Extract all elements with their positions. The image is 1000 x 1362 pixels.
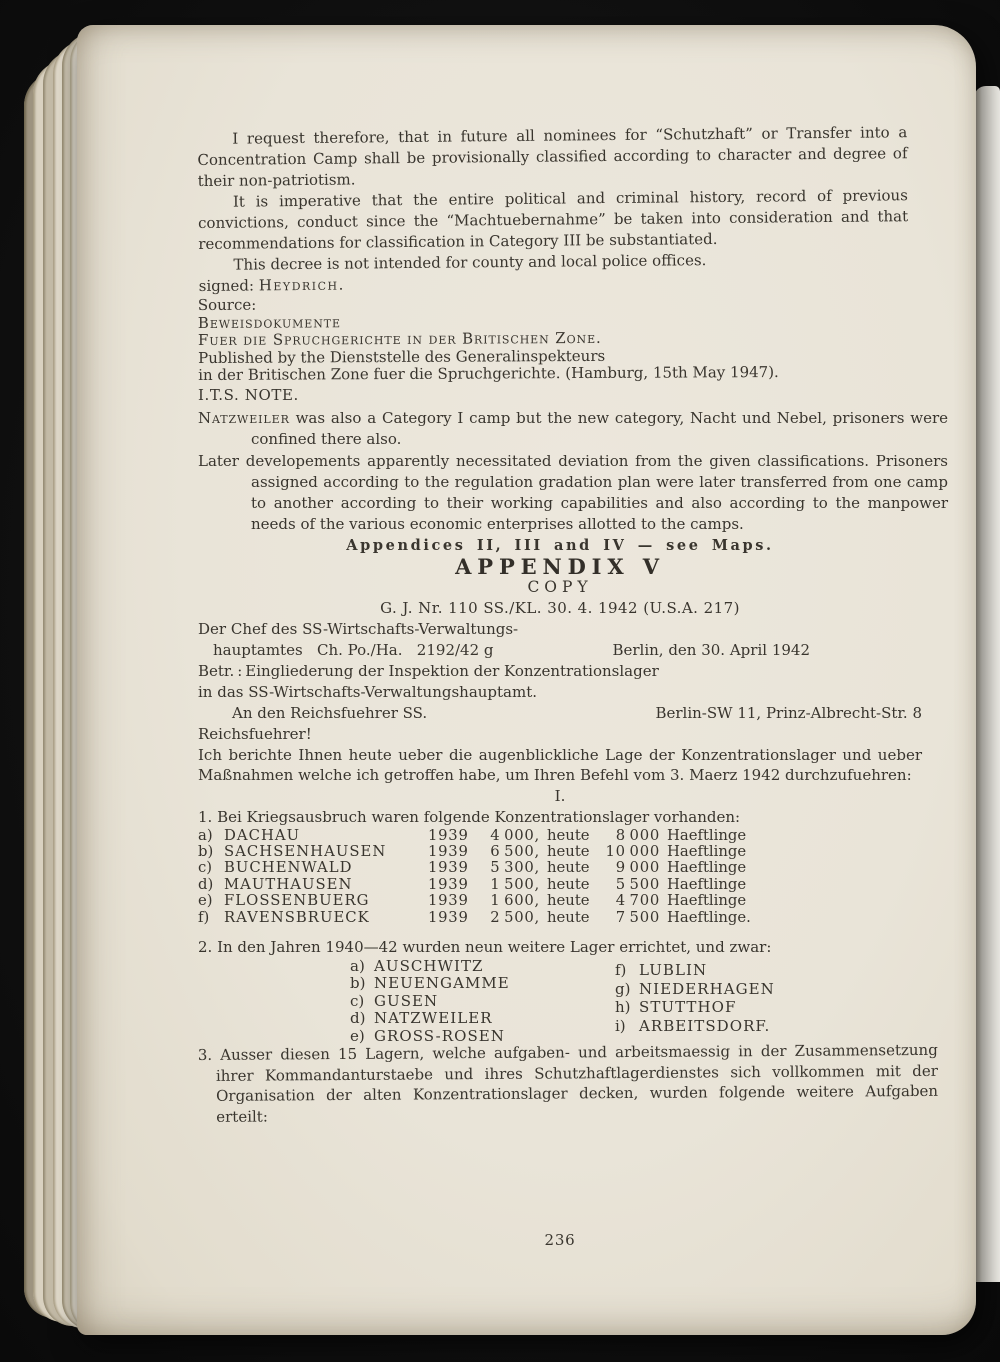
page-number: 236	[544, 1231, 576, 1249]
camp-count-1939: 4 000,	[490, 826, 540, 844]
its-note-paragraph-2: Later developements apparently necessitated deviation from the given classifications. Prisoners assigned according to the regulation gradation plan were later transferred from one camp to another according to their working capabilities and also according to the manpower needs of the various economic enterprises allotted to the camps.	[198, 451, 948, 533]
appendix-v-title: APPENDIX V	[455, 553, 665, 579]
list-item	[615, 1017, 775, 1036]
unit-label: Haeftlinge.	[667, 908, 751, 926]
new-camps-lists	[198, 958, 922, 1045]
item-3-paragraph: 3. Ausser diesen 15 Lagern, welche aufgaben- und arbeitsmaessig in der Zusammensetzung ihrer Kommandanturstaebe und ihres Schutzhaftlagerdienstes sich vollkommen mit der Organisation der alten Konzentrationslager decken, wurden folgende weitere Aufgaben erteilt:	[197, 1040, 939, 1126]
camp-name: GUSEN	[374, 991, 439, 1010]
item-key: f)	[615, 960, 627, 979]
source-line-1: Beweisdokumente	[197, 312, 341, 332]
source-line-4: in der Britischen Zone fuer die Spruchgerichte. (Hamburg, 15th May 1947).	[198, 362, 779, 384]
camp-name: AUSCHWITZ	[374, 956, 484, 975]
unit-label: Haeftlinge	[667, 892, 747, 910]
source-line-2: Fuer die Spruchgerichte in der Britischen Zone.	[197, 328, 602, 349]
betreff-line-1: Betr. : Eingliederung der Inspektion der Konzentrationslager	[198, 661, 659, 680]
camp-year: 1939	[428, 892, 469, 910]
heute-label: heute	[547, 875, 590, 893]
item-key: h)	[615, 998, 631, 1017]
intro-paragraph-3: This decree is not intended for county and local police offices.	[233, 251, 707, 274]
list-item	[350, 1010, 615, 1027]
source-block	[198, 293, 922, 384]
camp-count-now: 9 000	[615, 859, 660, 877]
item-key: a)	[350, 956, 365, 975]
new-camps-left-column	[350, 958, 615, 1045]
book-page	[77, 25, 976, 1335]
list-item	[350, 975, 615, 992]
item-1-intro: 1. Bei Kriegsausbruch waren folgende Konzentrationslager vorhanden:	[198, 807, 741, 826]
item-key: g)	[615, 979, 631, 998]
item-key: c)	[350, 991, 365, 1010]
camp-name: STUTTHOF	[639, 998, 737, 1017]
decree-intro-section	[197, 122, 923, 297]
table-row	[198, 828, 922, 844]
betreff-line-2: in das SS-Wirtschafts-Verwaltungshauptamt.	[198, 682, 538, 701]
section-numeral: I.	[554, 786, 566, 805]
list-item	[615, 980, 775, 999]
camp-name: LUBLIN	[639, 960, 708, 979]
camp-name: RAVENSBRUECK	[224, 908, 370, 926]
appendices-maps-heading: Appendices II, III and IV — see Maps.	[346, 536, 774, 554]
source-line-3: Published by the Dienststelle des Generalinspekteurs	[198, 346, 606, 367]
camp-name: NIEDERHAGEN	[639, 979, 775, 998]
recipient-row	[198, 703, 922, 724]
intro-paragraph-1: I request therefore, that in future all nominees for “Schutzhaft” or Transfer into a Concentration Camp shall be provisionally classified according to character and degree of their non-patriotism.	[197, 123, 908, 191]
heute-label: heute	[547, 826, 590, 844]
intro-paragraph-2: It is imperative that the entire political and criminal history, record of previous convictions, conduct since the “Machtuebernahme” be taken into consideration and that recommendations for classification in Category III be substantiated.	[198, 186, 909, 253]
row-key: a)	[198, 826, 213, 844]
table-row	[198, 860, 922, 876]
recipient: An den Reichsfuehrer SS.	[232, 703, 428, 722]
camp-count-1939: 2 500,	[490, 908, 540, 926]
its-note-1-text: was also a Category I camp but the new category, Nacht und Nebel, prisoners were confined there also.	[251, 408, 948, 448]
camp-count-now: 8 000	[615, 826, 660, 844]
unit-label: Haeftlinge	[667, 875, 747, 893]
unit-label: Haeftlinge	[667, 859, 747, 877]
signed-name: Heydrich.	[258, 275, 345, 295]
salutation: Reichsfuehrer!	[198, 724, 312, 743]
camp-count-1939: 1 600,	[490, 892, 540, 910]
camp-name: SACHSENHAUSEN	[224, 842, 387, 860]
camp-name: GROSS-ROSEN	[374, 1026, 505, 1045]
sender-line-2: hauptamtes Ch. Po./Ha. 2192/42 g	[213, 640, 494, 659]
sender-date-row	[198, 640, 922, 661]
row-key: e)	[198, 892, 213, 910]
camp-year: 1939	[428, 826, 469, 844]
camp-count-1939: 1 500,	[490, 875, 540, 893]
camp-year: 1939	[428, 875, 469, 893]
camp-count-now: 10 000	[605, 842, 660, 860]
row-key: d)	[198, 875, 214, 893]
camp-count-1939: 5 300,	[490, 859, 540, 877]
camps-1939-table	[198, 828, 922, 926]
camp-name: NATZWEILER	[374, 1009, 493, 1028]
sender-line-1: Der Chef des SS-Wirtschafts-Verwaltungs-	[198, 619, 519, 638]
table-row	[198, 910, 922, 926]
camp-year: 1939	[428, 859, 469, 877]
table-row	[198, 844, 922, 860]
camp-year: 1939	[428, 908, 469, 926]
heute-label: heute	[547, 859, 590, 877]
table-row	[198, 893, 922, 909]
unit-label: Haeftlinge	[667, 842, 747, 860]
letter-date: Berlin, den 30. April 1942	[612, 640, 810, 659]
camp-count-now: 4 700	[615, 892, 660, 910]
camp-name: MAUTHAUSEN	[224, 875, 353, 893]
camp-count-now: 7 500	[615, 908, 660, 926]
letterhead-section	[198, 619, 922, 745]
heute-label: heute	[547, 892, 590, 910]
copy-heading: COPY	[527, 577, 593, 596]
document-reference: G. J. Nr. 110 SS./KL. 30. 4. 1942 (U.S.A. 217)	[380, 598, 740, 617]
list-item	[350, 958, 615, 975]
camp-year: 1939	[428, 842, 469, 860]
table-row	[198, 877, 922, 893]
its-note-paragraph-1	[198, 408, 948, 450]
row-key: f)	[198, 908, 210, 926]
camp-count-now: 5 500	[615, 875, 660, 893]
new-camps-right-column	[615, 961, 775, 1045]
source-label: Source:	[197, 295, 257, 315]
camp-name-natzweiler: Natzweiler	[198, 408, 290, 427]
item-2-intro: 2. In den Jahren 1940—42 wurden neun weitere Lager errichtet, und zwar:	[198, 937, 772, 956]
list-item	[615, 998, 775, 1017]
adjacent-page-edge	[974, 86, 1000, 1282]
camp-name: NEUENGAMME	[374, 974, 510, 993]
list-item	[350, 993, 615, 1010]
row-key: b)	[198, 842, 214, 860]
its-note-section	[198, 385, 948, 535]
camp-name: DACHAU	[224, 826, 301, 844]
camp-name: ARBEITSDORF.	[639, 1016, 771, 1035]
sender-address: Berlin-SW 11, Prinz-Albrecht-Str. 8	[655, 703, 922, 722]
camp-name: BUCHENWALD	[224, 859, 353, 877]
item-key: i)	[615, 1016, 626, 1035]
row-key: c)	[198, 859, 213, 877]
heute-label: heute	[547, 908, 590, 926]
camp-name: FLOSSENBUERG	[224, 892, 370, 910]
signed-label: signed:	[198, 276, 255, 295]
heute-label: heute	[547, 842, 590, 860]
item-key: d)	[350, 1009, 366, 1028]
unit-label: Haeftlinge	[667, 826, 747, 844]
report-paragraph: Ich berichte Ihnen heute ueber die augenblickliche Lage der Konzentrationslager und ueber Maßnahmen welche ich getroffen habe, um Ihren Befehl vom 3. Maerz 1942 durchzufuehren:	[198, 745, 922, 784]
page-content	[77, 25, 948, 1127]
item-key: e)	[350, 1026, 365, 1045]
list-item	[615, 961, 775, 980]
camp-count-1939: 6 500,	[490, 842, 540, 860]
item-key: b)	[350, 974, 366, 993]
its-note-heading: I.T.S. NOTE.	[198, 385, 299, 404]
